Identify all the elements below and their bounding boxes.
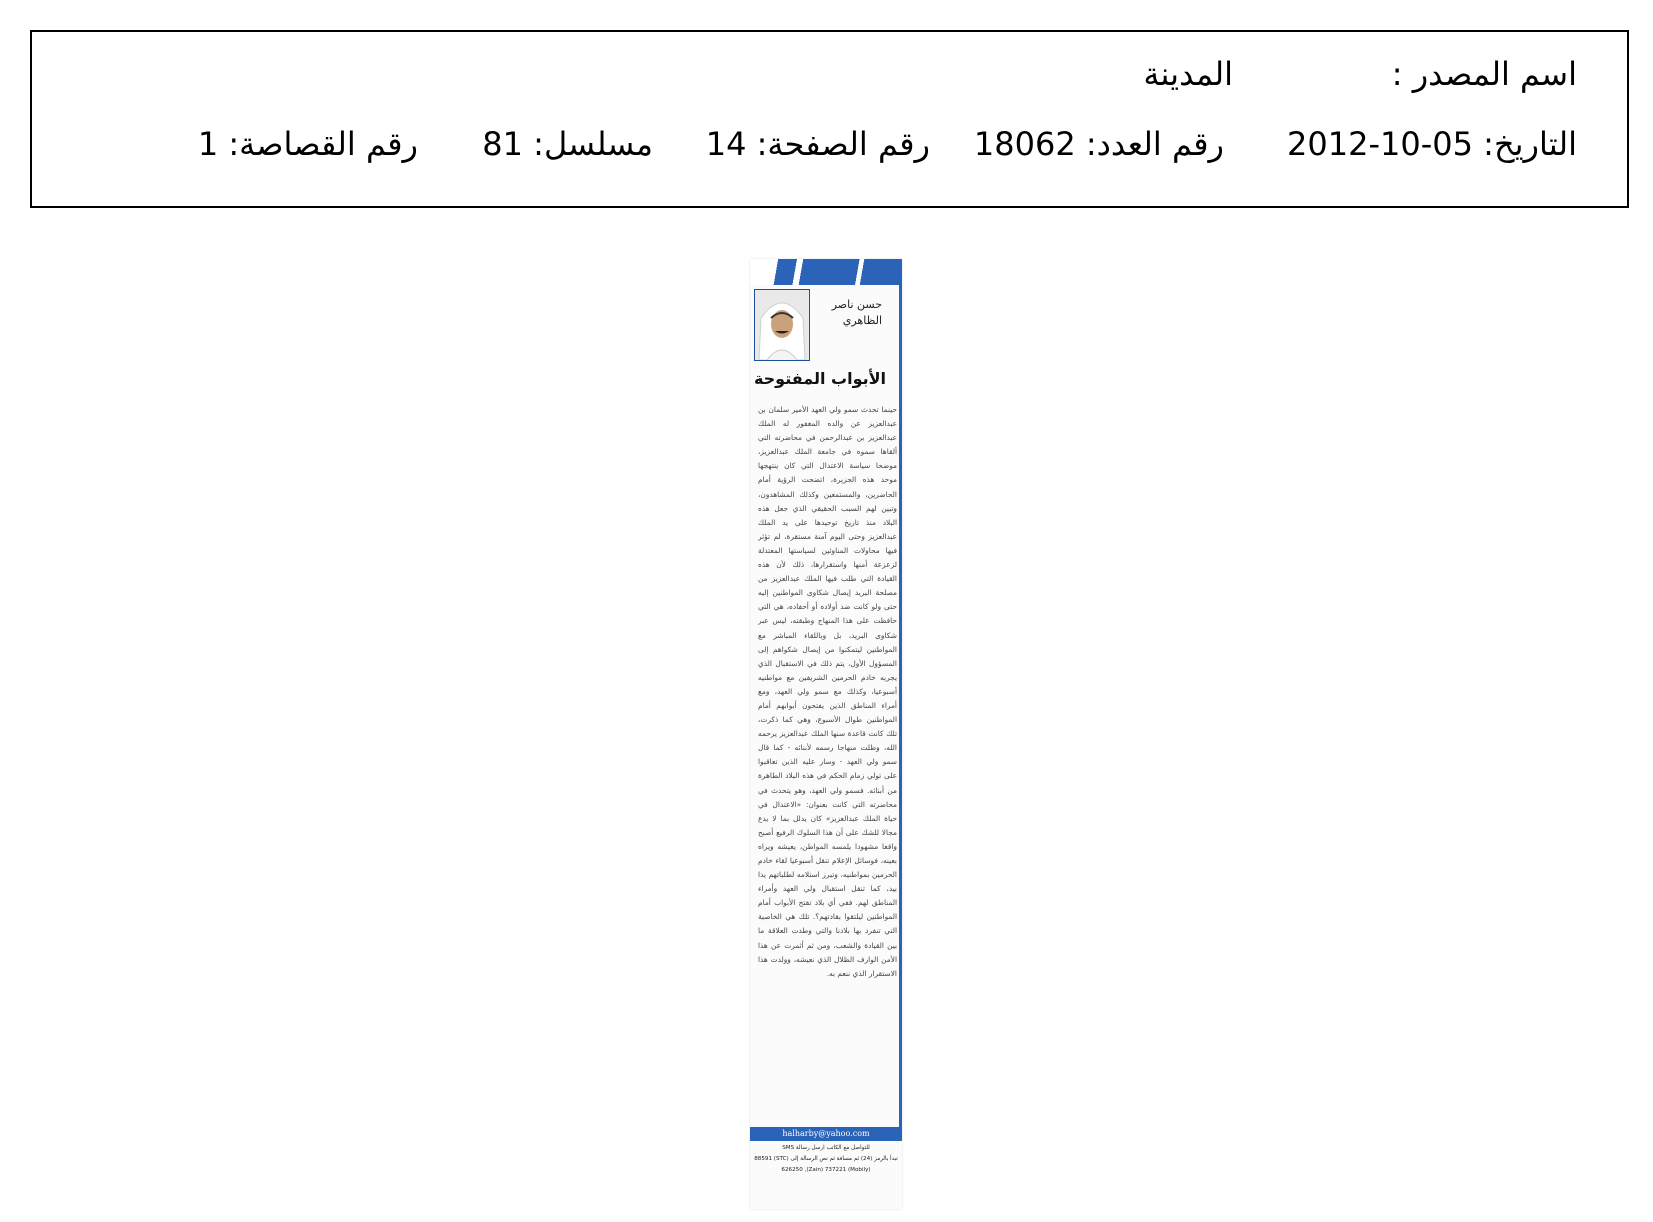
- article-body: حينما تحدث سمو ولي العهد الأمير سلمان بن عبدالعزيز عن والده المغفور له الملك عبدالعزيز بن عبدالرحمن في محاضرته التي ألقاها سموه في جامعة الملك عبدالعزيز، موضحا سياسة الاعتدال التي كان ينتهجها موحد هذه الجزيرة، اتضحت الرؤية أمام الحاضرين، والمستمعين وكذلك المشاهدون، وتبين لهم السبب الحقيقي الذي جعل هذه البلاد منذ تاريخ توحيدها على يد الملك عبدالعزيز وحتى اليوم آمنة مستقرة، لم تؤثر فيها محاولات المناوئين لسياستها المعتدلة لزعزعة أمنها واستقرارها، ذلك لأن هذه القيادة التي طلب فيها الملك عبدالعزيز من مصلحة البريد إيصال شكاوى المواطنين إليه حتى ولو كانت ضد أولاده أو أحفاده، هي التي حافظت على هذا المنهاج وطبقته، ليس عبر شكاوى البريد، بل وباللقاء المباشر مع المواطنين ليتمكنوا من إيصال شكواهم إلى المسؤول الأول، يتم ذلك في الاستقبال الذي يجريه خادم الحرمين الشريفين مع مواطنيه أسبوعيا، وكذلك مع سمو ولي العهد، ومع أمراء المناطق الذين يفتحون أبوابهم أمام المواطنين طوال الأسبوع، وهي كما ذكرت، تلك كانت قاعدة سنها الملك عبدالعزيز يرحمه الله، وظلت منهاجا رسمه لأبنائه - كما قال سمو ولي العهد - وسار عليه الذين تعاقبوا على تولي زمام الحكم في هذه البلاد الطاهرة من أبنائه. فسمو ولي العهد، وهو يتحدث في محاضرته التي كانت بعنوان: «الاعتدال في حياة الملك عبدالعزيز» كان يدلل بما لا يدع مجالا للشك على أن هذا السلوك الرفيع أصبح واقعا مشهودا يلمسه المواطن، يعيشه ويراه بعينه، فوسائل الإعلام تنقل أسبوعيا لقاء خادم الحرمين بمواطنيه، وتبرز استلامه لطلباتهم يدا بيد، كما تنقل استقبال ولي العهد وأمراء المناطق لهم. ففي أي بلاد تفتح الأبواب أمام المواطنين ليلتقوا بقادتهم؟. تلك هي الخاصية التي تنفرد بها بلادنا والتي وطدت العلاقة ما بين القيادة والشعب، ومن ثم أثمرت عن هذا الأمن الوارف الظلال الذي نعيشه، وولدت هذا الاستقرار الذي ننعم به.: [758, 405, 897, 978]
- author-name: حسن ناصر الظاهري: [831, 298, 882, 327]
- issue-number: رقم العدد: 18062: [973, 125, 1224, 163]
- source-label: اسم المصدر :: [1391, 55, 1577, 93]
- date-field: التاريخ: 05-10-2012: [1287, 125, 1577, 163]
- sms-footer: [750, 1143, 902, 1176]
- column-side-line: [899, 259, 902, 1139]
- author-portrait-icon: [755, 290, 809, 360]
- footer-line-2: تبدأ بالرمز (24) ثم مسافة ثم نص الرسالة إلى (STC) 88591: [754, 1156, 898, 1162]
- page-number: رقم الصفحة: 14: [705, 125, 930, 163]
- footer-line-1: للتواصل مع الكاتب ارسل رسالة SMS: [782, 1145, 870, 1151]
- serial-number: مسلسل: 81: [482, 125, 653, 163]
- footer-line-3: (Mobily) 626250 ,(Zain) 737221: [781, 1167, 871, 1173]
- article-title: الأبواب المفتوحة: [753, 369, 887, 388]
- source-value: المدينة: [1143, 55, 1233, 93]
- column-top-bar: [750, 259, 902, 285]
- clip-number: رقم القصاصة: 1: [197, 125, 418, 163]
- author-photo: [754, 289, 810, 361]
- newspaper-clipping: [750, 259, 902, 1209]
- clipping-header: [30, 30, 1629, 208]
- author-email: halharby@yahoo.com: [750, 1127, 902, 1141]
